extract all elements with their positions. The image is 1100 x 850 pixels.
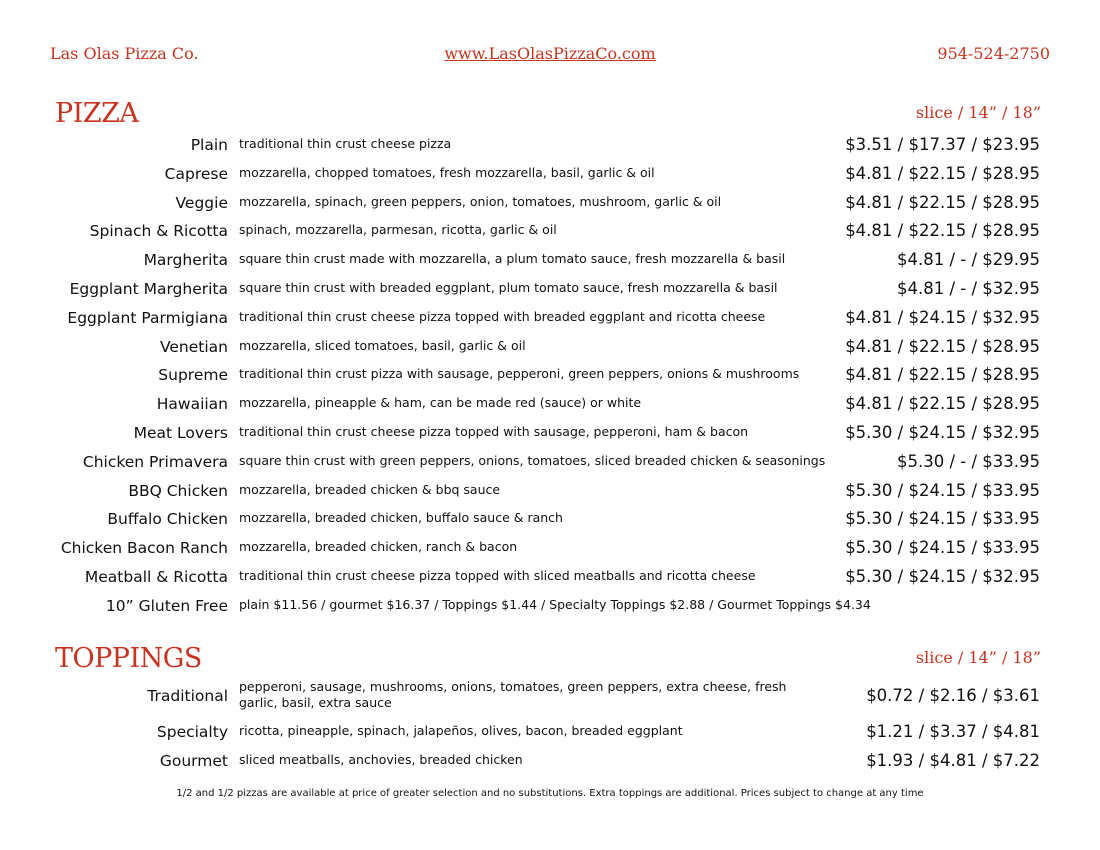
item-description: traditional thin crust cheese pizza topped with sausage, pepperoni, ham & bacon <box>239 424 749 439</box>
item-description: traditional thin crust cheese pizza topped with breaded eggplant and ricotta cheese <box>239 308 766 324</box>
item-price: $4.81 / $22.15 / $28.95 <box>845 192 1040 212</box>
item-description: mozzarella, breaded chicken, buffalo sauce & ranch <box>239 510 563 526</box>
item-name: Eggplant Parmigiana <box>67 308 228 327</box>
pizza-section-title: PIZZA <box>55 98 139 129</box>
item-name: Margherita <box>143 251 228 270</box>
item-price: $4.81 / - / $32.95 <box>896 279 1040 298</box>
menu-row <box>0 336 1100 364</box>
item-description: spinach, mozzarella, parmesan, ricotta, garlic & oil <box>239 222 557 238</box>
item-description: traditional thin crust pizza with sausage, pepperoni, green peppers, onions & mushrooms <box>239 366 800 382</box>
toppings-size-header: slice / 14” / 18” <box>915 648 1041 667</box>
item-price: $4.81 / $22.15 / $28.95 <box>845 221 1040 241</box>
item-name: 10” Gluten Free <box>105 596 228 615</box>
item-price: $5.30 / $24.15 / $32.95 <box>845 567 1040 586</box>
item-price: $4.81 / - / $29.95 <box>896 250 1040 270</box>
item-description: mozzarella, sliced tomatoes, basil, garlic & oil <box>239 337 526 353</box>
item-description: mozzarella, breaded chicken, ranch & bacon <box>239 539 518 555</box>
item-price: $5.30 / - / $33.95 <box>896 451 1040 471</box>
item-price: $5.30 / $24.15 / $33.95 <box>845 538 1040 558</box>
item-price: $1.21 / $3.37 / $4.81 <box>866 722 1040 741</box>
item-description: square thin crust made with mozzarella, a plum tomato sauce, fresh mozzarella & basil <box>239 251 786 267</box>
item-description: mozzarella, pineapple & ham, can be made red (sauce) or white <box>239 395 642 411</box>
menu-row <box>0 134 1100 162</box>
item-name: Specialty <box>156 723 228 741</box>
toppings-section-title: TOPPINGS <box>55 643 202 674</box>
item-price: $4.81 / $22.15 / $28.95 <box>845 394 1040 414</box>
item-price: $4.81 / $22.15 / $28.95 <box>845 365 1040 385</box>
menu-row <box>0 508 1100 536</box>
menu-row <box>0 750 1100 778</box>
menu-row <box>0 307 1100 335</box>
item-description: sliced meatballs, anchovies, breaded chicken <box>239 752 523 767</box>
item-description: traditional thin crust cheese pizza topped with sliced meatballs and ricotta cheese <box>239 568 756 583</box>
menu-row <box>0 249 1100 277</box>
item-price: $5.30 / $24.15 / $33.95 <box>845 509 1040 529</box>
menu-row <box>0 721 1100 749</box>
menu-row <box>0 364 1100 392</box>
menu-row <box>0 163 1100 191</box>
item-name: Chicken Primavera <box>82 452 228 471</box>
item-description: pepperoni, sausage, mushrooms, onions, tomatoes, green peppers, extra cheese, fresh garlic, basil, extra sauce <box>239 679 787 710</box>
menu-row <box>0 537 1100 565</box>
item-name: Eggplant Margherita <box>69 280 228 298</box>
item-price: $0.72 / $2.16 / $3.61 <box>866 686 1040 705</box>
menu-row <box>0 220 1100 248</box>
menu-row <box>0 480 1100 508</box>
menu-row <box>0 422 1100 450</box>
pizza-size-header: slice / 14” / 18” <box>915 103 1041 122</box>
item-name: Plain <box>190 136 228 154</box>
item-name: Chicken Bacon Ranch <box>60 539 228 558</box>
item-name: Supreme <box>158 366 228 385</box>
item-description: mozzarella, chopped tomatoes, fresh mozzarella, basil, garlic & oil <box>239 164 655 180</box>
menu-row <box>0 278 1100 306</box>
menu-row <box>0 451 1100 479</box>
item-description: square thin crust with breaded eggplant, plum tomato sauce, fresh mozzarella & basil <box>239 280 778 295</box>
item-name: Buffalo Chicken <box>107 510 228 529</box>
item-description: traditional thin crust cheese pizza <box>239 136 452 151</box>
item-name: Venetian <box>159 337 228 356</box>
item-price: $1.93 / $4.81 / $7.22 <box>866 751 1040 770</box>
item-description: ricotta, pineapple, spinach, jalapeños, olives, bacon, breaded eggplant <box>239 723 683 738</box>
item-price: $4.81 / $22.15 / $28.95 <box>845 163 1040 183</box>
item-price: $4.81 / $24.15 / $32.95 <box>845 307 1040 327</box>
item-name: Hawaiian <box>156 395 228 414</box>
item-description: square thin crust with green peppers, onions, tomatoes, sliced breaded chicken & seasonings <box>239 452 826 468</box>
item-price: $5.30 / $24.15 / $32.95 <box>845 423 1040 442</box>
item-name: Caprese <box>164 164 228 183</box>
item-name: Veggie <box>175 193 228 212</box>
website-link[interactable]: www.LasOlasPizzaCo.com <box>444 44 656 63</box>
restaurant-name: Las Olas Pizza Co. <box>50 44 199 63</box>
phone-number: 954-524-2750 <box>937 44 1050 63</box>
item-name: Gourmet <box>159 752 228 770</box>
item-price: $3.51 / $17.37 / $23.95 <box>845 135 1040 154</box>
item-name: BBQ Chicken <box>128 481 228 500</box>
item-description: mozzarella, spinach, green peppers, onion, tomatoes, mushroom, garlic & oil <box>239 193 722 209</box>
menu-row <box>0 192 1100 220</box>
item-name: Meat Lovers <box>133 424 228 442</box>
item-name: Spinach & Ricotta <box>89 222 228 241</box>
menu-row <box>0 595 1100 623</box>
item-price: $4.81 / $22.15 / $28.95 <box>845 336 1040 356</box>
item-description: mozzarella, breaded chicken & bbq sauce <box>239 481 501 497</box>
item-name: Meatball & Ricotta <box>84 568 228 586</box>
menu-row <box>0 566 1100 594</box>
item-price: $5.30 / $24.15 / $33.95 <box>845 480 1040 500</box>
menu-row <box>0 393 1100 421</box>
item-name: Traditional <box>147 687 228 705</box>
footer-note: 1/2 and 1/2 pizzas are available at price of greater selection and no substitutions. Extra toppings are additional. Prices subject to change at any time <box>176 788 924 799</box>
menu-row <box>0 679 1100 713</box>
item-description: plain $11.56 / gourmet $16.37 / Toppings $1.44 / Specialty Toppings $2.88 / Gourmet Toppings $4.34 <box>239 596 871 612</box>
